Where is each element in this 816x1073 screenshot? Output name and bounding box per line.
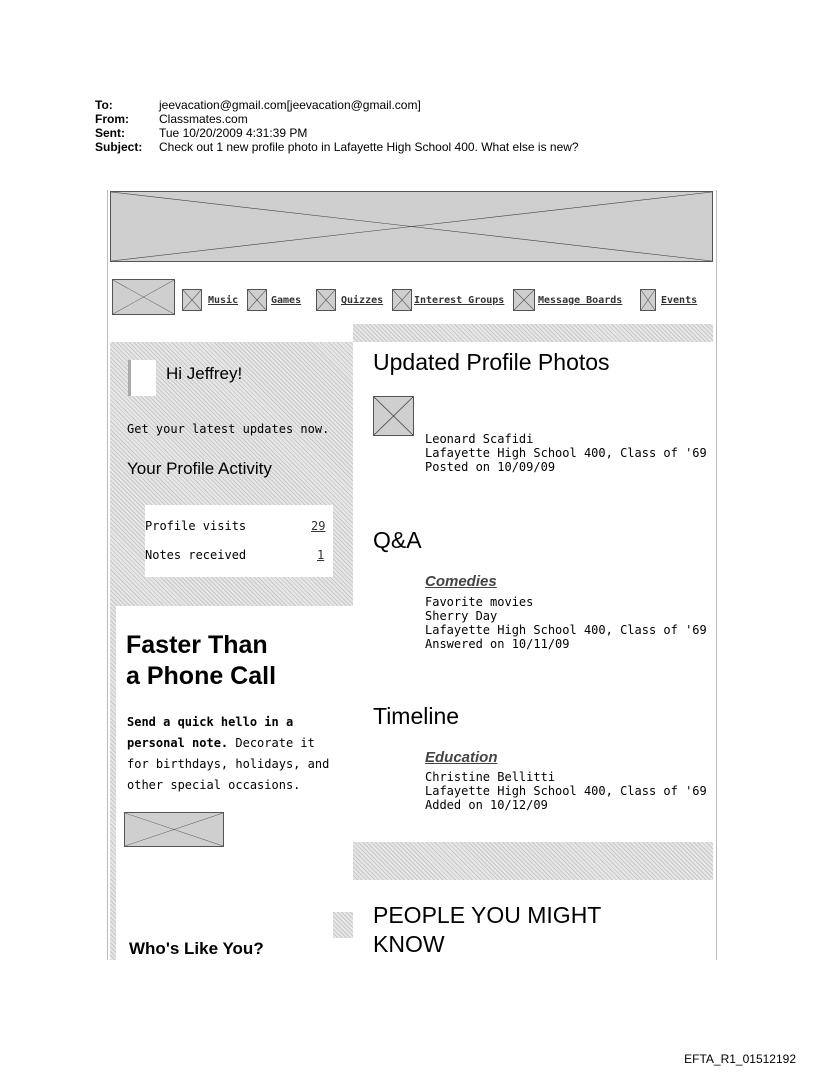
to-label: To:	[95, 98, 113, 112]
people-title-line-1: PEOPLE YOU MIGHT	[373, 902, 602, 928]
send-note-button-image[interactable]	[124, 812, 224, 847]
email-header	[95, 98, 579, 154]
music-icon[interactable]	[182, 289, 202, 311]
qa-person-name[interactable]: Sherry Day	[425, 609, 498, 623]
promo-title	[126, 630, 346, 692]
sent-label: Sent:	[95, 126, 125, 140]
whos-like-you-title: Who's Like You?	[129, 939, 264, 958]
qa-title: Q&A	[373, 527, 422, 553]
updates-text[interactable]: Get your latest updates now.	[127, 422, 330, 436]
promo-body	[127, 712, 342, 796]
timeline-date: Added on 10/12/09	[425, 798, 548, 812]
photo-person-name[interactable]: Leonard Scafidi	[425, 432, 534, 446]
timeline-school: Lafayette High School 400, Class of '69	[425, 784, 707, 798]
events-icon[interactable]	[640, 289, 656, 311]
nav-events[interactable]: Events	[661, 295, 698, 306]
promo-text: Decorate it for birthdays, holidays, and other special occasions.	[127, 736, 330, 792]
photo-entry	[425, 432, 707, 474]
banner-image-placeholder	[110, 191, 713, 262]
small-gray-square	[333, 912, 353, 938]
nav-music[interactable]: Music	[208, 295, 239, 306]
main-top-strip	[353, 324, 713, 342]
notes-received-count[interactable]: 1	[317, 548, 325, 562]
qa-category-link[interactable]: Comedies	[425, 573, 497, 590]
main-bottom-strip	[353, 842, 713, 880]
qa-entry	[425, 595, 707, 651]
subject-label: Subject:	[95, 140, 143, 154]
photo-date: Posted on 10/09/09	[425, 460, 556, 474]
to-value: jeevacation@gmail.com[jeevacation@gmail.com]	[159, 98, 421, 112]
greeting-panel	[110, 324, 353, 342]
qa-date: Answered on 10/11/09	[425, 637, 570, 651]
timeline-title: Timeline	[373, 703, 460, 729]
nav-games[interactable]: Games	[271, 295, 302, 306]
sent-value: Tue 10/20/2009 4:31:39 PM	[159, 126, 308, 140]
promo-title-line-1: Faster Than	[126, 631, 268, 659]
timeline-category-link[interactable]: Education	[425, 749, 498, 766]
nav-quizzes[interactable]: Quizzes	[341, 295, 384, 306]
profile-visits-count[interactable]: 29	[311, 519, 326, 533]
people-title-line-2: KNOW	[373, 931, 445, 957]
qa-school: Lafayette High School 400, Class of '69	[425, 623, 707, 637]
profile-photo-placeholder[interactable]	[373, 396, 414, 436]
profile-visits-label: Profile visits	[145, 519, 247, 533]
people-title	[373, 901, 601, 959]
notes-received-label: Notes received	[145, 548, 247, 562]
from-label: From:	[95, 112, 129, 126]
profile-activity-title: Your Profile Activity	[127, 459, 272, 478]
nav-message-boards[interactable]: Message Boards	[538, 295, 623, 306]
timeline-entry	[425, 770, 707, 812]
promo-title-line-2: a Phone Call	[126, 662, 277, 690]
timeline-person-name[interactable]: Christine Bellitti	[425, 770, 556, 784]
qa-question: Favorite movies	[425, 595, 534, 609]
interest-groups-icon[interactable]	[392, 289, 412, 311]
greeting-text: Hi Jeffrey!	[166, 364, 243, 383]
subject-value: Check out 1 new profile photo in Lafayette High School 400. What else is new?	[159, 140, 579, 154]
promo-bold-text: Send a quick hello in a personal note.	[127, 715, 294, 750]
updated-photos-title: Updated Profile Photos	[373, 349, 610, 375]
activity-panel	[145, 505, 333, 577]
avatar[interactable]	[128, 360, 156, 396]
photo-school: Lafayette High School 400, Class of '69	[425, 446, 707, 460]
message-boards-icon[interactable]	[513, 289, 535, 311]
document-id: EFTA_R1_01512192	[684, 1052, 796, 1066]
nav-interest-groups[interactable]: Interest Groups	[414, 295, 505, 306]
logo-placeholder[interactable]	[112, 279, 175, 315]
games-icon[interactable]	[247, 289, 267, 311]
quizzes-icon[interactable]	[316, 289, 336, 311]
from-value: Classmates.com	[159, 112, 248, 126]
